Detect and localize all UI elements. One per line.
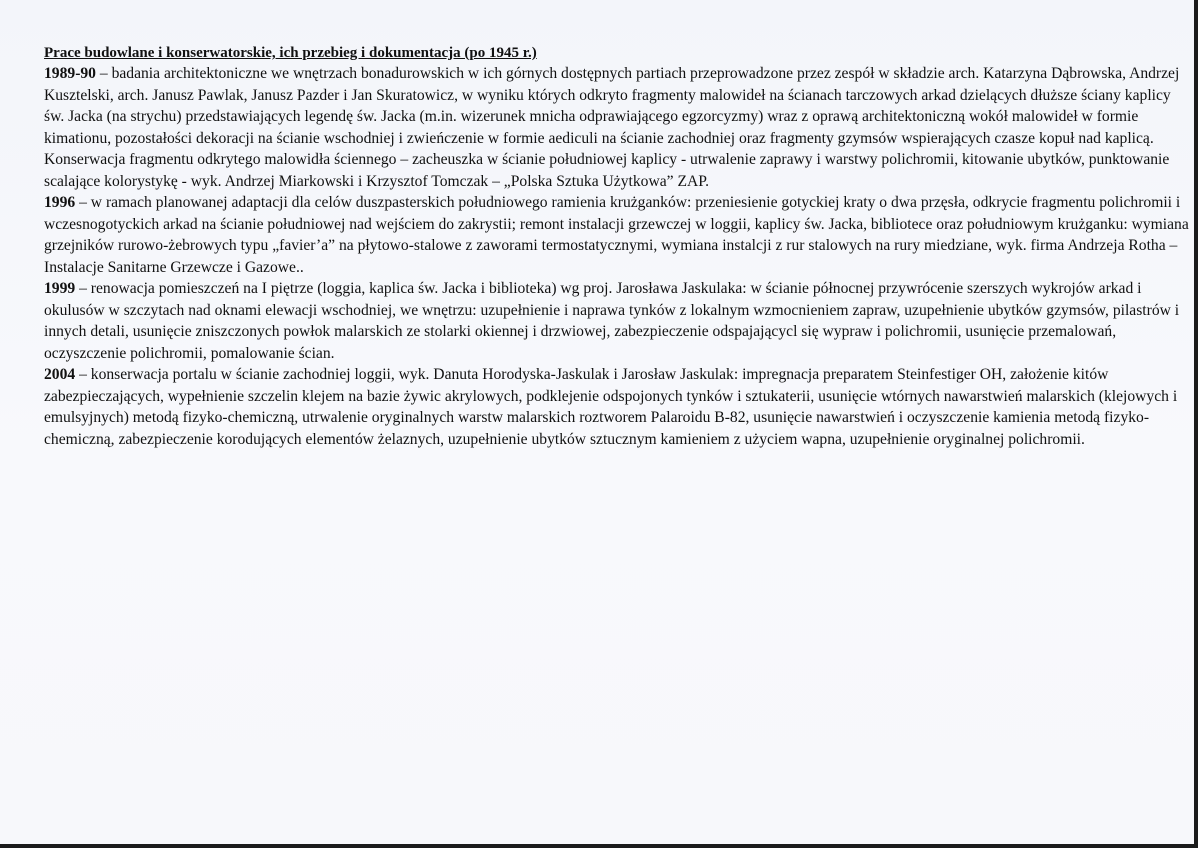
entry-year: 1999 [44,280,76,297]
entry-text: – renowacja pomieszczeń na I piętrze (loggia, kaplica św. Jacka i biblioteka) wg proj. Jarosława Jaskulaka: w ścianie północnej przywrócenie szerszych wykrojów arkad i okulusów w szczytach nad oknami elewacji wschodniej, we wnętrzu: uzupełnienie i naprawa tynków z lokalnym wzmocnieniem zapraw, uzupełnienie ubytków gzymsów, pilastrów i innych detali, usunięcie zniszczonych powłok malarskich ze stolarki okiennej i drzwiowej, zabezpieczenie odspajającycl się wypraw i polichromii, usunięcie przemalowań, oczyszczenie polichromii, pomalowanie ścian. [44,280,1180,362]
scan-border-right [1194,0,1198,848]
entry-text: – badania architektoniczne we wnętrzach bonadurowskich w ich górnych dostępnych partiach przeprowadzone przez zespół w składzie arch. Katarzyna Dąbrowska, Andrzej Kusztelski, arch. Janusz Pawlak, Janusz Pazder i Jan Skuratowicz, w wyniku których odkryto fragmenty malowideł na ścianach tarczowych arkad dzielących dłuższe ściany kaplicy św. Jacka (na strychu) przedstawiających legendę św. Jacka (m.in. wizerunek mnicha odprawiającego egzorcyzmy) wraz z oprawą architektoniczną wokół malowideł w formie kimationu, pozostałości dekoracji na ścianie wschodniej i zwieńczenie w formie aediculi na ścianie zachodniej oraz fragmenty gzymsów wspierających czasze kopuł nad kaplicą. Konserwacja fragmentu odkrytego malowidła ściennego – zacheuszka w ścianie południowej kaplicy - utrwalenie zaprawy i warstwy polichromii, kitowanie ubytków, punktowanie scalające kolorystykę - wyk. Andrzej Miarkowski i Krzysztof Tomczak – „Polska Sztuka Użytkowa” ZAP. [44,65,1180,190]
entry-text: – w ramach planowanej adaptacji dla celów duszpasterskich południowego ramienia krużganków: przeniesienie gotyckiej kraty o dwa przęsła, odkrycie fragmentu polichromii i wczesnogotyckich arkad na ścianie południowej nad wejściem do zakrystii; remont instalacji grzewczej w loggii, kaplicy św. Jacka, bibliotece oraz południowym krużganku: wymiana grzejników rurowo-żebrowych typu „favier’a” na płytowo-stalowe z zaworami termostatycznymi, wymiana instalcji z rur stalowych na rury miedziane, wyk. firma Andrzeja Rotha – Instalacje Sanitarne Grzewcze i Gazowe.. [44,194,1189,276]
entry-year: 1989-90 [44,65,96,82]
document-body [44,44,1192,450]
scan-border-bottom [0,844,1198,848]
entry-year: 2004 [44,366,76,383]
entry-1999 [44,278,1192,364]
entry-1996 [44,192,1192,278]
entry-text: – konserwacja portalu w ścianie zachodniej loggii, wyk. Danuta Horodyska-Jaskulak i Jarosław Jaskulak: impregnacja preparatem Steinfestiger OH, założenie kitów zabezpieczających, wypełnienie szczelin klejem na bazie żywic akrylowych, podklejenie odspojonych tynków i sztukaterii, usunięcie wtórnych nawarstwień malarskich (klejowych i emulsyjnych) metodą fizyko-chemiczną, utrwalenie oryginalnych warstw malarskich roztworem Palaroidu B-82, usunięcie nawarstwień i oczyszczenie kamienia metodą fizyko-chemiczną, zabezpieczenie korodujących elementów żelaznych, uzupełnienie ubytków sztucznym kamieniem z użyciem wapna, uzupełnienie oryginalnej polichromii. [44,366,1178,448]
section-heading: Prace budowlane i konserwatorskie, ich przebieg i dokumentacja (po 1945 r.) [44,45,537,61]
entry-year: 1996 [44,194,76,211]
entry-1989-90 [44,63,1192,192]
entry-2004 [44,364,1192,450]
